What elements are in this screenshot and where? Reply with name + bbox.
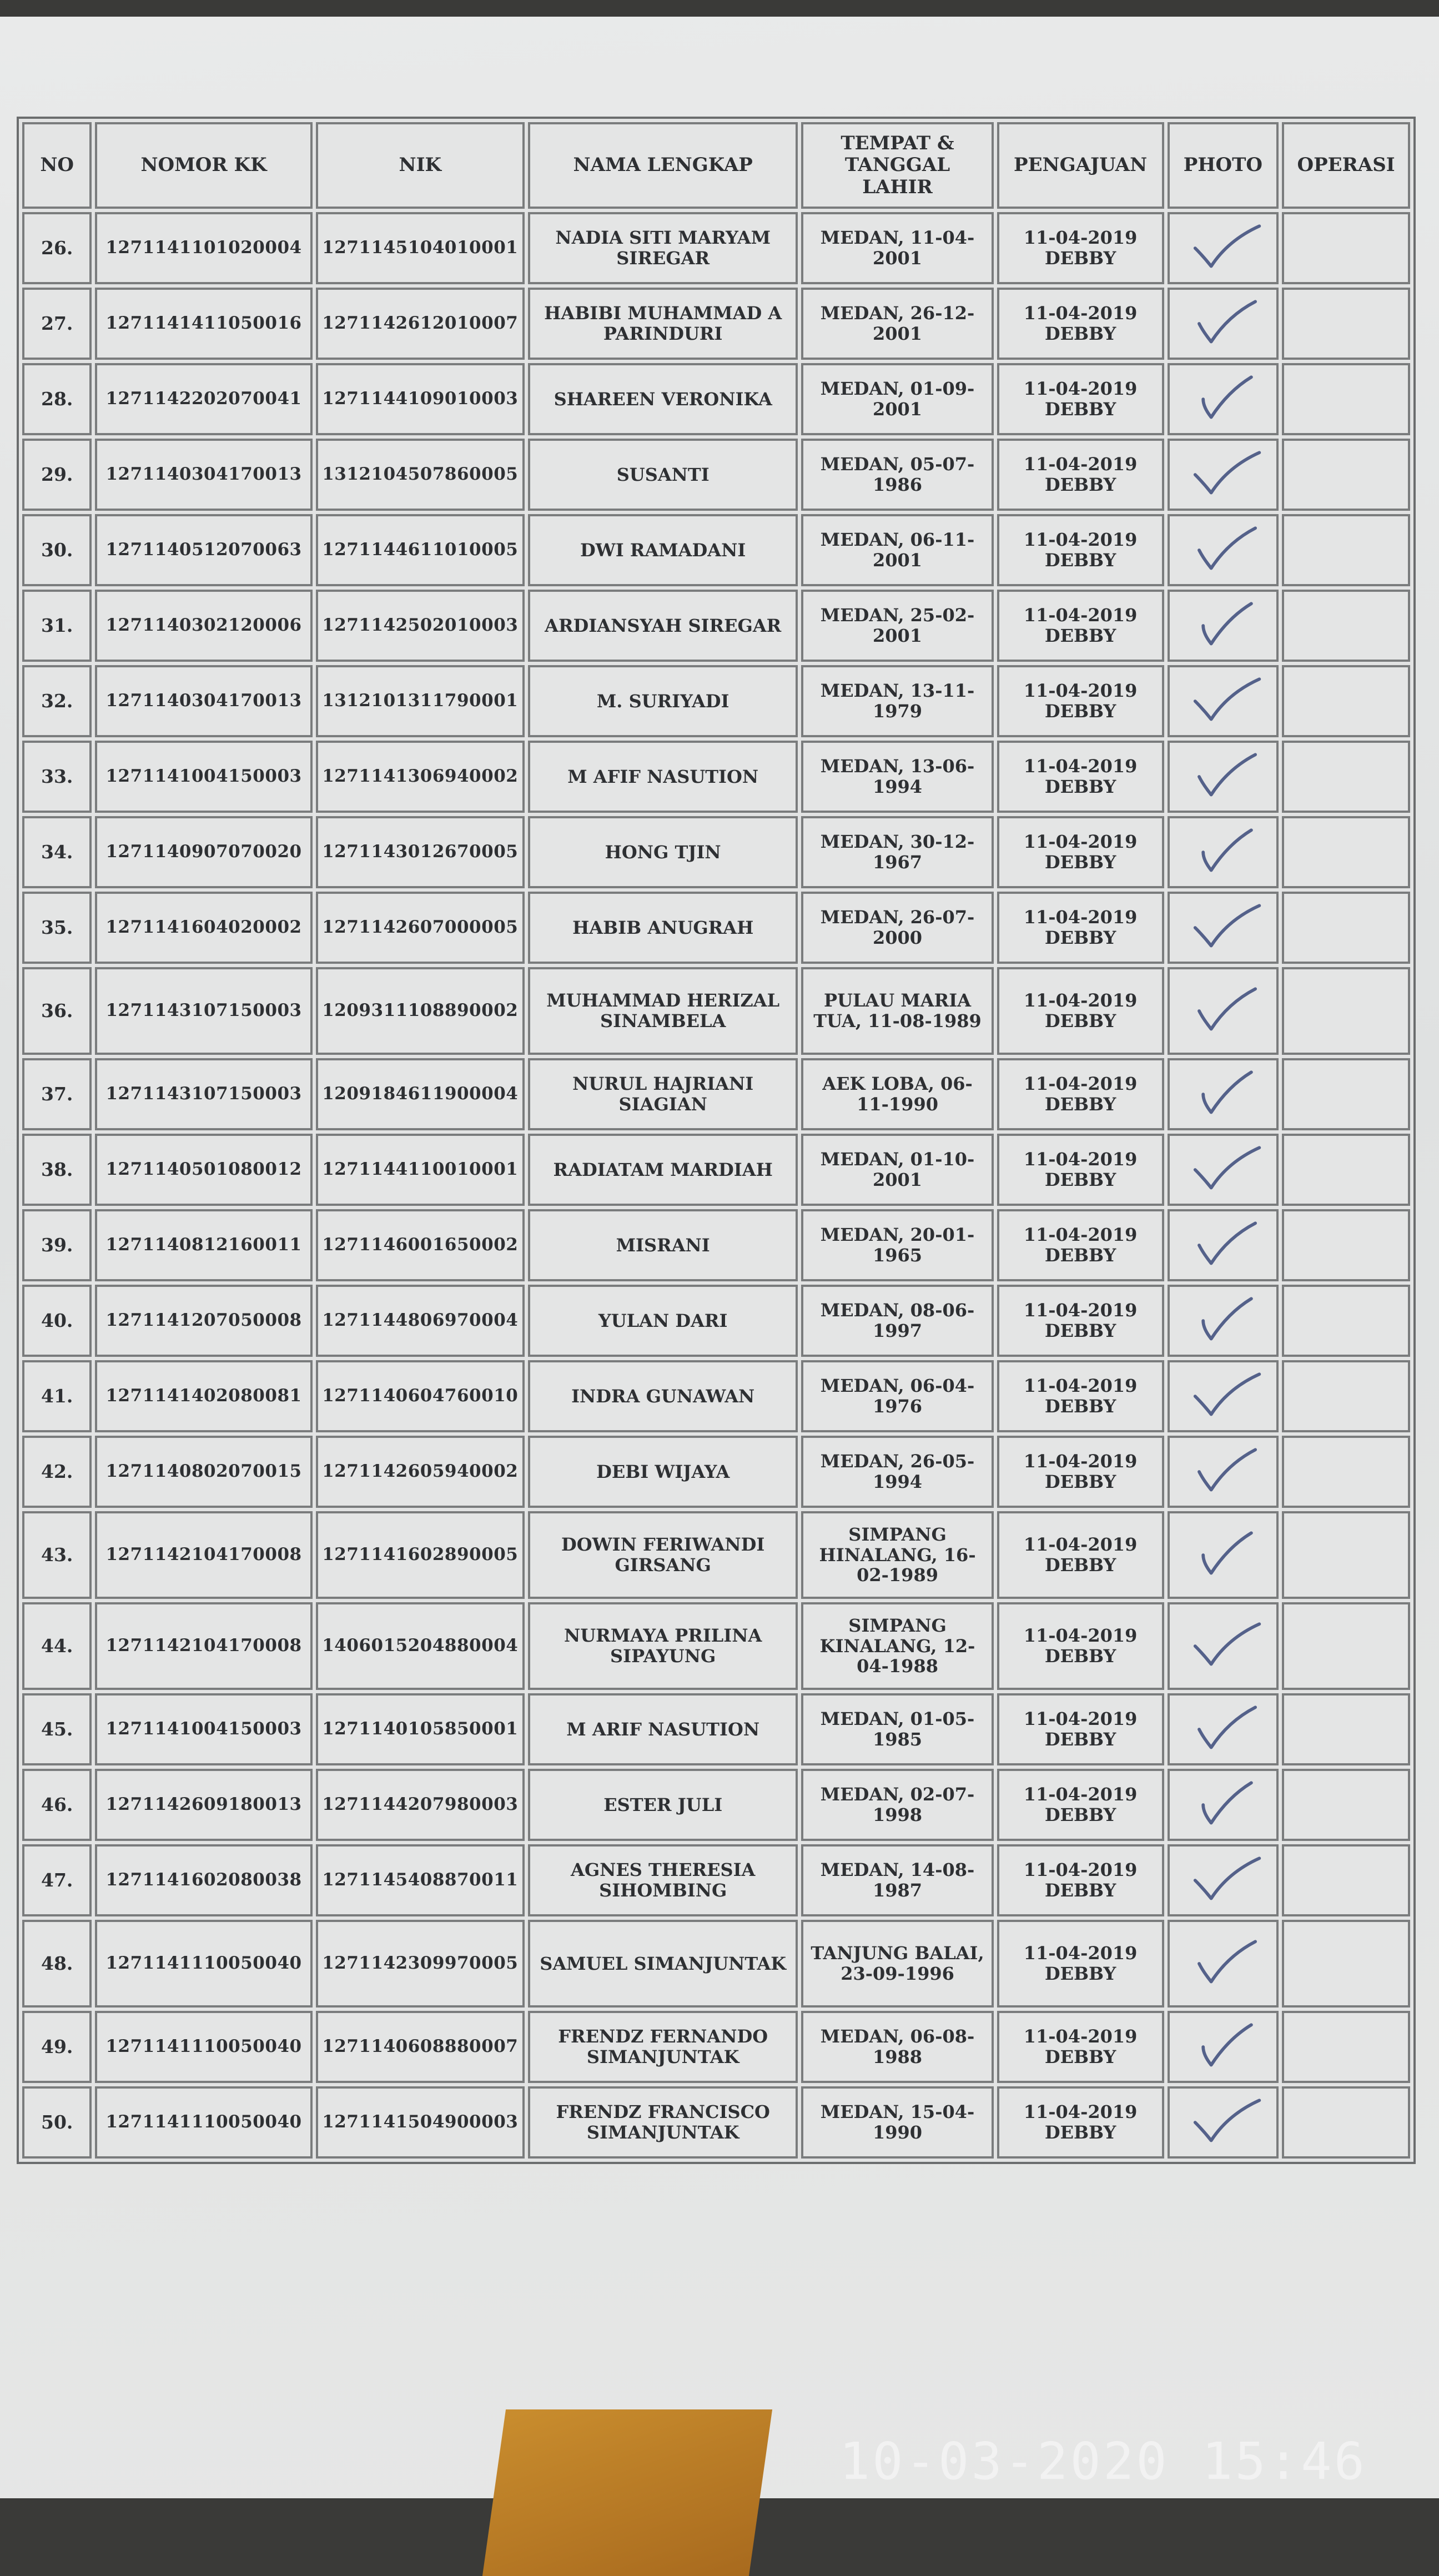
nomor-kk-cell: 1271140304170013 [95, 439, 312, 511]
row-number: 49. [22, 2011, 92, 2083]
photo-cell [1168, 1693, 1279, 1765]
row-number: 34. [22, 816, 92, 888]
nama-lengkap-cell: DOWIN FERIWANDI GIRSANG [528, 1511, 798, 1599]
tempat-tanggal-lahir-cell: MEDAN, 02-07-1998 [801, 1769, 993, 1841]
tempat-tanggal-lahir-cell: MEDAN, 14-08-1987 [801, 1844, 993, 1916]
check-mark-icon [1173, 441, 1274, 509]
table-body [22, 212, 1410, 2159]
photo-cell [1168, 2011, 1279, 2083]
photo-cell [1168, 363, 1279, 435]
check-mark-icon [1173, 1695, 1274, 1763]
tempat-tanggal-lahir-cell: SIMPANG KINALANG, 12-04-1988 [801, 1602, 993, 1690]
header-tempat-tanggal-lahir: TEMPAT & TANGGAL LAHIR [801, 122, 993, 209]
row-number: 42. [22, 1436, 92, 1508]
nik-cell: 1271142607000005 [316, 892, 525, 964]
photo-cell [1168, 1134, 1279, 1206]
pengajuan-cell: 11-04-2019 DEBBY [997, 1285, 1164, 1357]
photo-cell [1168, 439, 1279, 511]
nomor-kk-cell: 1271141110050040 [95, 2011, 312, 2083]
check-mark-icon [1173, 1513, 1274, 1597]
row-number: 32. [22, 665, 92, 737]
operasi-cell [1282, 288, 1410, 360]
nama-lengkap-cell: DWI RAMADANI [528, 514, 798, 586]
nomor-kk-cell: 1271140302120006 [95, 590, 312, 662]
nama-lengkap-cell: YULAN DARI [528, 1285, 798, 1357]
tempat-tanggal-lahir-cell: MEDAN, 06-04-1976 [801, 1360, 993, 1432]
tempat-tanggal-lahir-cell: MEDAN, 05-07-1986 [801, 439, 993, 511]
nama-lengkap-cell: DEBI WIJAYA [528, 1436, 798, 1508]
nama-lengkap-cell: NADIA SITI MARYAM SIREGAR [528, 212, 798, 284]
check-mark-icon [1173, 1136, 1274, 1204]
operasi-cell [1282, 1511, 1410, 1599]
photo-cell [1168, 1209, 1279, 1281]
row-number: 26. [22, 212, 92, 284]
operasi-cell [1282, 1844, 1410, 1916]
header-nomor-kk: NOMOR KK [95, 122, 312, 209]
tempat-tanggal-lahir-cell: TANJUNG BALAI, 23-09-1996 [801, 1920, 993, 2008]
row-number: 50. [22, 2086, 92, 2159]
row-number: 45. [22, 1693, 92, 1765]
pengajuan-cell: 11-04-2019 DEBBY [997, 590, 1164, 662]
pengajuan-cell: 11-04-2019 DEBBY [997, 1844, 1164, 1916]
nomor-kk-cell: 1271141604020002 [95, 892, 312, 964]
operasi-cell [1282, 665, 1410, 737]
nama-lengkap-cell: FRENDZ FERNANDO SIMANJUNTAK [528, 2011, 798, 2083]
operasi-cell [1282, 1920, 1410, 2008]
table-row [22, 1920, 1410, 2008]
photo-cell [1168, 288, 1279, 360]
nik-cell: 1271140608880007 [316, 2011, 525, 2083]
nomor-kk-cell: 1271141004150003 [95, 1693, 312, 1765]
operasi-cell [1282, 439, 1410, 511]
photo-cell [1168, 1769, 1279, 1841]
nomor-kk-cell: 1271142202070041 [95, 363, 312, 435]
pengajuan-cell: 11-04-2019 DEBBY [997, 2086, 1164, 2159]
nama-lengkap-cell: SHAREEN VERONIKA [528, 363, 798, 435]
photo-cell [1168, 816, 1279, 888]
photo-cell [1168, 741, 1279, 813]
table-row [22, 439, 1410, 511]
tempat-tanggal-lahir-cell: MEDAN, 06-08-1988 [801, 2011, 993, 2083]
nik-cell: 1271146001650002 [316, 1209, 525, 1281]
operasi-cell [1282, 1134, 1410, 1206]
pengajuan-cell: 11-04-2019 DEBBY [997, 1209, 1164, 1281]
nik-cell: 1271144110010001 [316, 1134, 525, 1206]
photo-cell [1168, 665, 1279, 737]
row-number: 39. [22, 1209, 92, 1281]
check-mark-icon [1173, 743, 1274, 811]
table-row [22, 2086, 1410, 2159]
pengajuan-cell: 11-04-2019 DEBBY [997, 892, 1164, 964]
row-number: 47. [22, 1844, 92, 1916]
tempat-tanggal-lahir-cell: MEDAN, 20-01-1965 [801, 1209, 993, 1281]
nomor-kk-cell: 1271141110050040 [95, 1920, 312, 2008]
operasi-cell [1282, 1058, 1410, 1130]
photo-cell [1168, 2086, 1279, 2159]
operasi-cell [1282, 514, 1410, 586]
nik-cell: 1312101311790001 [316, 665, 525, 737]
table-row [22, 1209, 1410, 1281]
nomor-kk-cell: 1271142104170008 [95, 1511, 312, 1599]
operasi-cell [1282, 967, 1410, 1055]
photo-cell [1168, 1436, 1279, 1508]
nik-cell: 1271142309970005 [316, 1920, 525, 2008]
table-row [22, 892, 1410, 964]
table-row [22, 816, 1410, 888]
row-number: 46. [22, 1769, 92, 1841]
row-number: 48. [22, 1920, 92, 2008]
check-mark-icon [1173, 592, 1274, 660]
table-row [22, 288, 1410, 360]
check-mark-icon [1173, 214, 1274, 282]
operasi-cell [1282, 590, 1410, 662]
row-number: 35. [22, 892, 92, 964]
nama-lengkap-cell: RADIATAM MARDIAH [528, 1134, 798, 1206]
operasi-cell [1282, 212, 1410, 284]
table-row [22, 1602, 1410, 1690]
nomor-kk-cell: 1271140802070015 [95, 1436, 312, 1508]
pengajuan-cell: 11-04-2019 DEBBY [997, 741, 1164, 813]
nomor-kk-cell: 1271142609180013 [95, 1769, 312, 1841]
check-mark-icon [1173, 1847, 1274, 1914]
check-mark-icon [1173, 1922, 1274, 2005]
table-row [22, 514, 1410, 586]
tempat-tanggal-lahir-cell: SIMPANG HINALANG, 16-02-1989 [801, 1511, 993, 1599]
photo-cell [1168, 1360, 1279, 1432]
nik-cell: 1271144806970004 [316, 1285, 525, 1357]
table-row [22, 1360, 1410, 1432]
tempat-tanggal-lahir-cell: MEDAN, 06-11-2001 [801, 514, 993, 586]
nik-cell: 1271140604760010 [316, 1360, 525, 1432]
tempat-tanggal-lahir-cell: MEDAN, 25-02-2001 [801, 590, 993, 662]
nomor-kk-cell: 1271141411050016 [95, 288, 312, 360]
table-row [22, 1058, 1410, 1130]
nomor-kk-cell: 1271141110050040 [95, 2086, 312, 2159]
nama-lengkap-cell: M AFIF NASUTION [528, 741, 798, 813]
check-mark-icon [1173, 1771, 1274, 1839]
pengajuan-cell: 11-04-2019 DEBBY [997, 439, 1164, 511]
tempat-tanggal-lahir-cell: MEDAN, 13-06-1994 [801, 741, 993, 813]
nomor-kk-cell: 1271140304170013 [95, 665, 312, 737]
nik-cell: 1271142605940002 [316, 1436, 525, 1508]
operasi-cell [1282, 1209, 1410, 1281]
row-number: 37. [22, 1058, 92, 1130]
nik-cell: 1271145408870011 [316, 1844, 525, 1916]
table-row [22, 1285, 1410, 1357]
check-mark-icon [1173, 2089, 1274, 2156]
nik-cell: 1271144109010003 [316, 363, 525, 435]
table-row [22, 1693, 1410, 1765]
check-mark-icon [1173, 894, 1274, 962]
table-row [22, 741, 1410, 813]
header-nik: NIK [316, 122, 525, 209]
nomor-kk-cell: 1271140512070063 [95, 514, 312, 586]
operasi-cell [1282, 1693, 1410, 1765]
operasi-cell [1282, 816, 1410, 888]
table-row [22, 1844, 1410, 1916]
tempat-tanggal-lahir-cell: MEDAN, 01-09-2001 [801, 363, 993, 435]
folder-edge [482, 2409, 772, 2576]
pengajuan-cell: 11-04-2019 DEBBY [997, 816, 1164, 888]
table-row [22, 1511, 1410, 1599]
photo-cell [1168, 1920, 1279, 2008]
nomor-kk-cell: 1271143107150003 [95, 1058, 312, 1130]
pengajuan-cell: 11-04-2019 DEBBY [997, 2011, 1164, 2083]
nik-cell: 1209311108890002 [316, 967, 525, 1055]
row-number: 36. [22, 967, 92, 1055]
nomor-kk-cell: 1271140501080012 [95, 1134, 312, 1206]
nama-lengkap-cell: AGNES THERESIA SIHOMBING [528, 1844, 798, 1916]
photo-cell [1168, 590, 1279, 662]
photo-cell [1168, 1602, 1279, 1690]
operasi-cell [1282, 1360, 1410, 1432]
check-mark-icon [1173, 1604, 1274, 1688]
nik-cell: 1271141504900003 [316, 2086, 525, 2159]
tempat-tanggal-lahir-cell: MEDAN, 26-05-1994 [801, 1436, 993, 1508]
nik-cell: 1406015204880004 [316, 1602, 525, 1690]
nama-lengkap-cell: M ARIF NASUTION [528, 1693, 798, 1765]
check-mark-icon [1173, 1211, 1274, 1279]
photo-cell [1168, 892, 1279, 964]
tempat-tanggal-lahir-cell: MEDAN, 26-07-2000 [801, 892, 993, 964]
nama-lengkap-cell: NURUL HAJRIANI SIAGIAN [528, 1058, 798, 1130]
check-mark-icon [1173, 667, 1274, 735]
check-mark-icon [1173, 516, 1274, 584]
nomor-kk-cell: 1271140812160011 [95, 1209, 312, 1281]
check-mark-icon [1173, 2013, 1274, 2081]
nama-lengkap-cell: M. SURIYADI [528, 665, 798, 737]
table-row [22, 212, 1410, 284]
row-number: 43. [22, 1511, 92, 1599]
tempat-tanggal-lahir-cell: PULAU MARIA TUA, 11-08-1989 [801, 967, 993, 1055]
nomor-kk-cell: 1271141602080038 [95, 1844, 312, 1916]
nomor-kk-cell: 1271141101020004 [95, 212, 312, 284]
photo-cell [1168, 1285, 1279, 1357]
pengajuan-cell: 11-04-2019 DEBBY [997, 1058, 1164, 1130]
table-row [22, 967, 1410, 1055]
nomor-kk-cell: 1271142104170008 [95, 1602, 312, 1690]
nik-cell: 1271144611010005 [316, 514, 525, 586]
pengajuan-cell: 11-04-2019 DEBBY [997, 363, 1164, 435]
pengajuan-cell: 11-04-2019 DEBBY [997, 1360, 1164, 1432]
nik-cell: 1271141306940002 [316, 741, 525, 813]
operasi-cell [1282, 363, 1410, 435]
tempat-tanggal-lahir-cell: MEDAN, 30-12-1967 [801, 816, 993, 888]
row-number: 29. [22, 439, 92, 511]
check-mark-icon [1173, 818, 1274, 886]
photo-cell [1168, 1058, 1279, 1130]
check-mark-icon [1173, 1438, 1274, 1506]
operasi-cell [1282, 892, 1410, 964]
pengajuan-cell: 11-04-2019 DEBBY [997, 1511, 1164, 1599]
nama-lengkap-cell: SUSANTI [528, 439, 798, 511]
tempat-tanggal-lahir-cell: MEDAN, 15-04-1990 [801, 2086, 993, 2159]
tempat-tanggal-lahir-cell: MEDAN, 26-12-2001 [801, 288, 993, 360]
header-pengajuan: PENGAJUAN [997, 122, 1164, 209]
row-number: 30. [22, 514, 92, 586]
tempat-tanggal-lahir-cell: MEDAN, 01-10-2001 [801, 1134, 993, 1206]
camera-timestamp: 10-03-2020 15:46 [839, 2432, 1367, 2491]
photo-cell [1168, 1844, 1279, 1916]
nik-cell: 1271140105850001 [316, 1693, 525, 1765]
row-number: 40. [22, 1285, 92, 1357]
row-number: 28. [22, 363, 92, 435]
photo-cell [1168, 967, 1279, 1055]
nik-cell: 1271143012670005 [316, 816, 525, 888]
check-mark-icon [1173, 1362, 1274, 1430]
table-row [22, 665, 1410, 737]
nama-lengkap-cell: HONG TJIN [528, 816, 798, 888]
nama-lengkap-cell: HABIBI MUHAMMAD A PARINDURI [528, 288, 798, 360]
tempat-tanggal-lahir-cell: MEDAN, 13-11-1979 [801, 665, 993, 737]
nik-cell: 1271142612010007 [316, 288, 525, 360]
pengajuan-cell: 11-04-2019 DEBBY [997, 1602, 1164, 1690]
photo-cell [1168, 1511, 1279, 1599]
operasi-cell [1282, 1436, 1410, 1508]
pengajuan-cell: 11-04-2019 DEBBY [997, 1134, 1164, 1206]
operasi-cell [1282, 741, 1410, 813]
nama-lengkap-cell: FRENDZ FRANCISCO SIMANJUNTAK [528, 2086, 798, 2159]
pengajuan-cell: 11-04-2019 DEBBY [997, 1920, 1164, 2008]
check-mark-icon [1173, 290, 1274, 358]
header-nama-lengkap: NAMA LENGKAP [528, 122, 798, 209]
nik-cell: 1271145104010001 [316, 212, 525, 284]
check-mark-icon [1173, 969, 1274, 1053]
nomor-kk-cell: 1271141402080081 [95, 1360, 312, 1432]
nama-lengkap-cell: MUHAMMAD HERIZAL SINAMBELA [528, 967, 798, 1055]
check-mark-icon [1173, 365, 1274, 433]
row-number: 31. [22, 590, 92, 662]
table-row [22, 1134, 1410, 1206]
row-number: 41. [22, 1360, 92, 1432]
nomor-kk-cell: 1271141207050008 [95, 1285, 312, 1357]
table-row [22, 1769, 1410, 1841]
pengajuan-cell: 11-04-2019 DEBBY [997, 967, 1164, 1055]
pengajuan-cell: 11-04-2019 DEBBY [997, 288, 1164, 360]
applicant-table [17, 117, 1416, 2164]
nama-lengkap-cell: ARDIANSYAH SIREGAR [528, 590, 798, 662]
operasi-cell [1282, 1769, 1410, 1841]
nama-lengkap-cell: HABIB ANUGRAH [528, 892, 798, 964]
pengajuan-cell: 11-04-2019 DEBBY [997, 1769, 1164, 1841]
pengajuan-cell: 11-04-2019 DEBBY [997, 1436, 1164, 1508]
header-operasi: OPERASI [1282, 122, 1410, 209]
operasi-cell [1282, 2011, 1410, 2083]
nomor-kk-cell: 1271143107150003 [95, 967, 312, 1055]
tempat-tanggal-lahir-cell: MEDAN, 11-04-2001 [801, 212, 993, 284]
nomor-kk-cell: 1271140907070020 [95, 816, 312, 888]
nama-lengkap-cell: SAMUEL SIMANJUNTAK [528, 1920, 798, 2008]
table-header-row [22, 122, 1410, 209]
check-mark-icon [1173, 1060, 1274, 1128]
pengajuan-cell: 11-04-2019 DEBBY [997, 514, 1164, 586]
row-number: 27. [22, 288, 92, 360]
header-photo: PHOTO [1168, 122, 1279, 209]
operasi-cell [1282, 2086, 1410, 2159]
tempat-tanggal-lahir-cell: AEK LOBA, 06-11-1990 [801, 1058, 993, 1130]
operasi-cell [1282, 1602, 1410, 1690]
nik-cell: 1209184611900004 [316, 1058, 525, 1130]
nama-lengkap-cell: MISRANI [528, 1209, 798, 1281]
row-number: 44. [22, 1602, 92, 1690]
pengajuan-cell: 11-04-2019 DEBBY [997, 212, 1164, 284]
nomor-kk-cell: 1271141004150003 [95, 741, 312, 813]
pengajuan-cell: 11-04-2019 DEBBY [997, 665, 1164, 737]
nik-cell: 1271144207980003 [316, 1769, 525, 1841]
row-number: 38. [22, 1134, 92, 1206]
check-mark-icon [1173, 1287, 1274, 1355]
tempat-tanggal-lahir-cell: MEDAN, 01-05-1985 [801, 1693, 993, 1765]
nama-lengkap-cell: ESTER JULI [528, 1769, 798, 1841]
operasi-cell [1282, 1285, 1410, 1357]
photo-cell [1168, 514, 1279, 586]
nik-cell: 1312104507860005 [316, 439, 525, 511]
table-row [22, 1436, 1410, 1508]
photo-cell [1168, 212, 1279, 284]
pengajuan-cell: 11-04-2019 DEBBY [997, 1693, 1164, 1765]
nama-lengkap-cell: NURMAYA PRILINA SIPAYUNG [528, 1602, 798, 1690]
row-number: 33. [22, 741, 92, 813]
nik-cell: 1271141602890005 [316, 1511, 525, 1599]
table-row [22, 363, 1410, 435]
nama-lengkap-cell: INDRA GUNAWAN [528, 1360, 798, 1432]
header-no: NO [22, 122, 92, 209]
tempat-tanggal-lahir-cell: MEDAN, 08-06-1997 [801, 1285, 993, 1357]
table-row [22, 590, 1410, 662]
nik-cell: 1271142502010003 [316, 590, 525, 662]
table-row [22, 2011, 1410, 2083]
document-page [0, 17, 1439, 2498]
